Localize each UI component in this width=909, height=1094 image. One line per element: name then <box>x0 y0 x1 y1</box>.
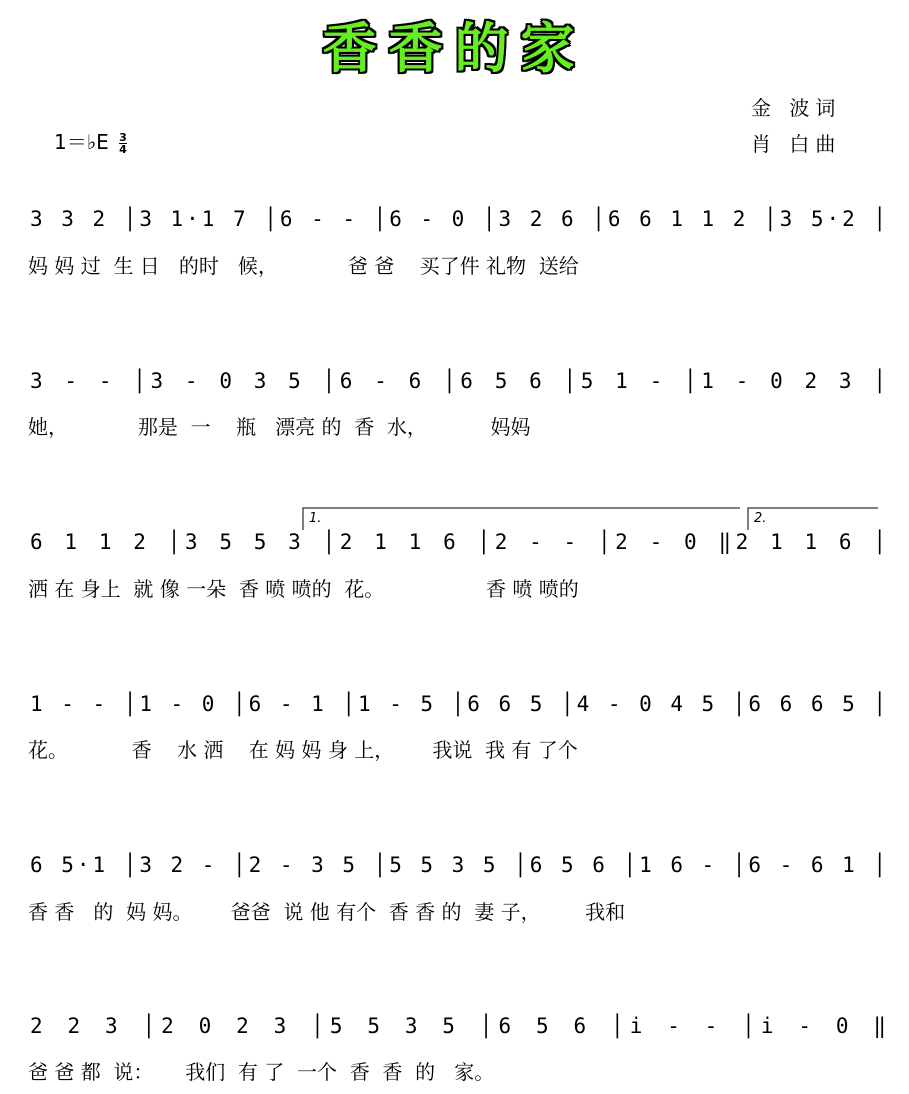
note-line-1: 3 3 2 │3 1·1 7 │6 ‑ ‑ │6 ‑ 0 │3 2 6 │6 6 1 1 2 │3 5·2 │ <box>30 207 886 231</box>
lyric-line-1: 妈 妈 过 生 日 的时 候， 爸 爸 买了件 礼物 送给 <box>28 254 579 278</box>
time-denominator: 4 <box>119 143 127 156</box>
lyricist-credit: 金 波词 <box>751 96 842 120</box>
note-line-6: 2 2 3 │2 0 2 3 │5 5 3 5 │6 5 6 │i ‑ ‑ │i ‑ 0 ‖ <box>30 1014 886 1038</box>
lyric-line-4: 花。 香 水 洒 在 妈 妈 身 上， 我说 我 有 了个 <box>28 738 578 762</box>
lyric-line-2: 她， 那是 一 瓶 漂亮 的 香 水， 妈妈 <box>28 415 531 439</box>
note-line-3: 6 1 1 2 │3 5 5 3 │2 1 1 6 │2 ‑ ‑ │2 ‑ 0 ‖2 1 1 6 │ <box>30 530 886 554</box>
note-line-5: 6 5·1 │3 2 ‑ │2 ‑ 3 5 │5 5 3 5 │6 5 6 │1 6 ‑ │6 ‑ 6 1 │ <box>30 853 886 877</box>
lyric-line-5: 香 香 的 妈 妈。 爸爸 说 他 有个 香 香 的 妻 子， 我和 <box>28 900 626 924</box>
composer-credit: 肖 白曲 <box>751 132 842 156</box>
song-title: 香香的家 <box>322 17 587 80</box>
volta-second-label: 2. <box>754 511 767 526</box>
key-label: 1＝♭E <box>54 130 109 154</box>
volta-first-label: 1. <box>309 511 322 526</box>
volta-second-bracket <box>748 508 878 530</box>
time-numerator: 3 <box>119 131 127 144</box>
lyric-line-6: 爸 爸 都 说： 我们 有 了 一个 香 香 的 家。 <box>28 1060 495 1084</box>
note-line-4: 1 ‑ ‑ │1 ‑ 0 │6 ‑ 1 │1 ‑ 5 │6 6 5 │4 ‑ 0 4 5 │6 6 6 5 │ <box>30 692 886 716</box>
note-line-2: 3 ‑ ‑ │3 ‑ 0 3 5 │6 ‑ 6 │6 5 6 │5 1 ‑ │1 ‑ 0 2 3 │ <box>30 369 886 393</box>
lyric-line-3: 洒 在 身上 就 像 一朵 香 喷 喷的 花。 香 喷 喷的 <box>28 577 579 601</box>
volta-first-bracket <box>303 508 740 530</box>
